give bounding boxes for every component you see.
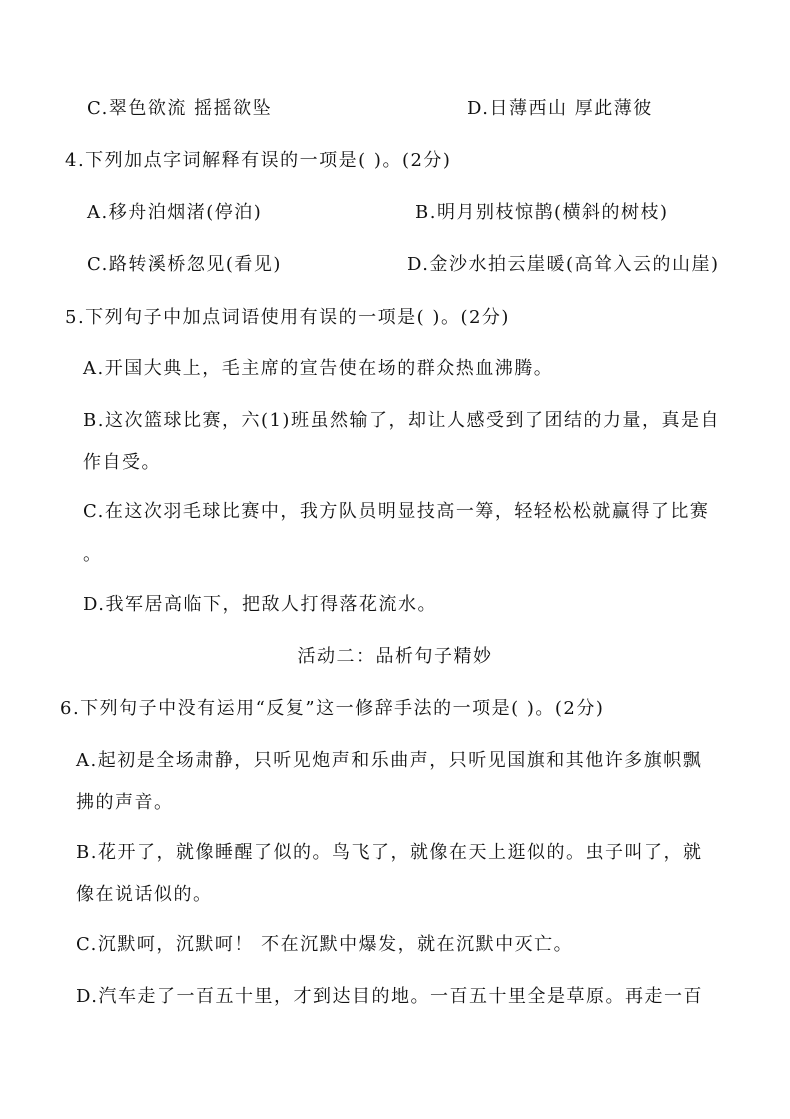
q4-stem: 4.下列加点字词解释有误的一项是( )。(2分) bbox=[65, 150, 452, 171]
q6-option-a-line1: A.起初是全场肃静，只听见炮声和乐曲声，只听见国旗和其他许多旗帜飘 bbox=[76, 750, 703, 771]
q4-option-a: A.移舟泊烟渚(停泊) bbox=[87, 202, 263, 223]
section-title: 活动二：品析句子精妙 bbox=[297, 646, 493, 667]
q6-option-b-line1: B.花开了，就像睡醒了似的。鸟飞了，就像在天上逛似的。虫子叫了，就 bbox=[76, 842, 703, 863]
q3-option-d: D.日薄西山 厚此薄彼 bbox=[467, 98, 653, 119]
q5-option-a: A.开国大典上，毛主席的宣告使在场的群众热血沸腾。 bbox=[83, 358, 554, 379]
q5-option-c-line2: 。 bbox=[83, 544, 103, 565]
q4-option-c: C.路转溪桥忽见(看见) bbox=[87, 254, 282, 275]
q6-option-a-line2: 拂的声音。 bbox=[76, 792, 174, 813]
q6-stem: 6.下列句子中没有运用“反复”这一修辞手法的一项是( )。(2分) bbox=[60, 698, 605, 719]
q4-option-b: B.明月别枝惊鹊(横斜的树枝) bbox=[415, 202, 669, 223]
q4-option-d: D.金沙水拍云崖暖(高耸入云的山崖) bbox=[407, 254, 720, 275]
q5-option-c-line1: C.在这次羽毛球比赛中，我方队员明显技高一筹，轻轻松松就赢得了比赛 bbox=[83, 501, 710, 522]
q3-option-c: C.翠色欲流 摇摇欲坠 bbox=[87, 98, 273, 119]
q5-option-d: D.我军居高临下，把敌人打得落花流水。 bbox=[83, 594, 438, 615]
q5-option-b-line2: 作自受。 bbox=[83, 452, 161, 473]
q6-option-b-line2: 像在说话似的。 bbox=[76, 884, 213, 905]
q6-option-c: C.沉默呵，沉默呵！ 不在沉默中爆发，就在沉默中灭亡。 bbox=[76, 934, 574, 955]
q5-stem: 5.下列句子中加点词语使用有误的一项是( )。(2分) bbox=[65, 307, 510, 328]
q5-option-b-line1: B.这次篮球比赛，六(1)班虽然输了，却让人感受到了团结的力量，真是自 bbox=[83, 410, 720, 431]
q6-option-d-line1: D.汽车走了一百五十里，才到达目的地。一百五十里全是草原。再走一百 bbox=[76, 986, 704, 1007]
